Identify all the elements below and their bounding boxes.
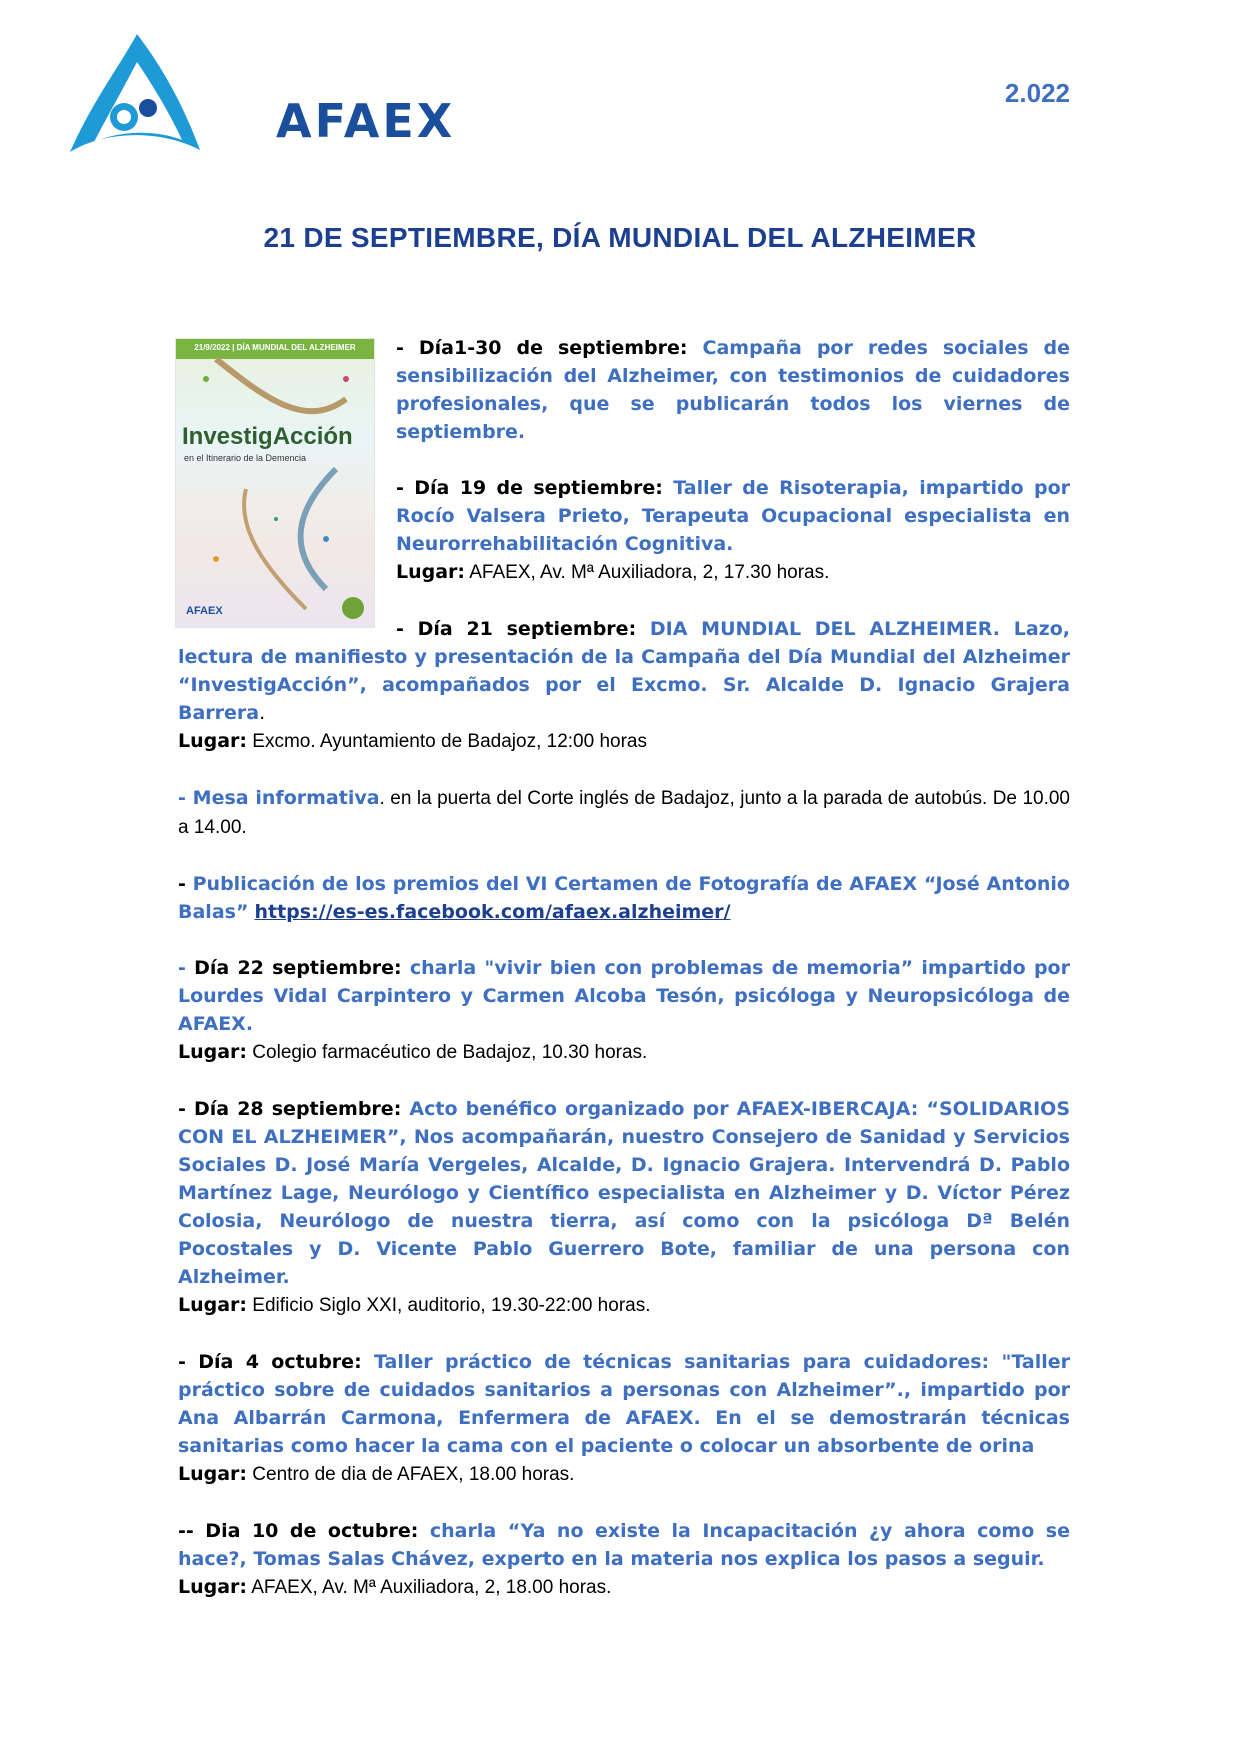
event-dash: -	[178, 873, 193, 895]
event-date: Día 22 septiembre:	[194, 957, 402, 979]
event-description: Taller práctico de técnicas sanitarias para cuidadores: "Taller práctico sobre de cuidados sanitarios a personas con Alzheimer”., impartido por Ana Albarrán Carmona, Enfermera de AFAEX. En el se demostrarán técnicas sanitarias como hacer la cama con el paciente o colocar un absorbente de orina	[178, 1351, 1070, 1457]
poster-band-text: 21/9/2022 | DÍA MUNDIAL DEL ALZHEIMER	[194, 343, 356, 352]
poster-title: InvestigAcción	[182, 423, 353, 450]
event-description: DIA MUNDIAL DEL ALZHEIMER. Lazo, lectura de manifiesto y presentación de la Campaña del Día Mundial del Alzheimer “InvestigAcción”, acompañados por el Excmo. Sr. Alcalde D. Ignacio Grajera Barrera	[178, 618, 1070, 724]
event-dash: -	[178, 957, 195, 979]
event-date: - Día 21 septiembre	[396, 618, 629, 640]
event-item	[396, 474, 1070, 587]
event-place: Colegio farmacéutico de Badajoz, 10.30 horas.	[247, 1042, 648, 1063]
event-description: Publicación de los premios del VI Certamen de Fotografía de AFAEX “José Antonio Balas”	[178, 873, 1070, 923]
facebook-link[interactable]: https://es-es.facebook.com/afaex.alzheimer/	[254, 901, 731, 923]
event-period: .	[259, 702, 266, 724]
event-description: Taller de Risoterapia, impartido por Rocío Valsera Prieto, Terapeuta Ocupacional especialista en Neurorrehabilitación Cognitiva.	[396, 477, 1070, 555]
poster-subtitle: en el Itinerario de la Demencia	[184, 453, 307, 463]
event-date: - Día 28 septiembre	[178, 1098, 394, 1120]
event-item	[178, 615, 1070, 756]
event-description: charla “Ya no existe la Incapacitación ¿y ahora como se hace?, Tomas Salas Chávez, experto en la materia nos explica los pasos a seguir.	[178, 1520, 1070, 1570]
events-list	[178, 334, 1070, 1630]
event-place: Centro de dia de AFAEX, 18.00 horas.	[247, 1464, 575, 1485]
event-sep: :	[679, 337, 703, 359]
page-title: 21 DE SEPTIEMBRE, DÍA MUNDIAL DEL ALZHEIMER	[263, 222, 977, 253]
event-sep: :	[655, 477, 674, 499]
event-place: AFAEX, Av. Mª Auxiliadora, 2, 18.00 horas.	[247, 1577, 612, 1598]
afaex-logo-icon	[62, 32, 212, 172]
event-date: - Día 4 octubre	[178, 1351, 355, 1373]
event-title: - Mesa informativa	[178, 787, 380, 809]
event-item	[178, 1095, 1070, 1320]
event-item	[178, 1348, 1070, 1489]
event-place: Excmo. Ayuntamiento de Badajoz, 12:00 horas	[247, 731, 647, 752]
event-place-label: Lugar:	[178, 730, 248, 752]
event-date: -- Dia 10 de octubre:	[178, 1520, 419, 1542]
event-item	[396, 334, 1070, 446]
event-place: Edificio Siglo XXI, auditorio, 19.30-22:00 horas.	[247, 1295, 651, 1316]
event-item	[178, 954, 1070, 1067]
event-description: charla "vivir bien con problemas de memoria” impartido por Lourdes Vidal Carpintero y Carmen Alcoba Tesón, psicóloga y Neuropsicóloga de AFAEX.	[178, 957, 1070, 1035]
event-date: - Día1-30 de septiembre	[396, 337, 680, 359]
event-item	[178, 870, 1070, 926]
poster-logo: AFAEX	[186, 605, 223, 617]
event-description: . en la puerta del Corte inglés de Badajoz, junto a la parada de autobús. De 10.00 a 14.00.	[178, 788, 1070, 838]
event-place: AFAEX, Av. Mª Auxiliadora, 2, 17.30 horas.	[465, 562, 830, 583]
event-sep: :	[628, 618, 650, 640]
event-item	[178, 784, 1070, 842]
event-sep: :	[354, 1351, 375, 1373]
event-place-label: Lugar:	[178, 1463, 248, 1485]
event-date: - Día 19 de septiembre	[396, 477, 656, 499]
logo-text: AFAEX	[276, 94, 456, 148]
event-place-label: Lugar:	[178, 1294, 248, 1316]
event-place-label: Lugar:	[178, 1576, 248, 1598]
event-sep: :	[393, 1098, 410, 1120]
afaex-logo	[62, 32, 462, 172]
event-item	[178, 1517, 1070, 1602]
event-place-label: Lugar:	[396, 561, 466, 583]
event-place-label: Lugar:	[178, 1041, 248, 1063]
event-description: Acto benéfico organizado por AFAEX-IBERCAJA: “SOLIDARIOS CON EL ALZHEIMER”, Nos acompañarán, nuestro Consejero de Sanidad y Servicios Sociales D. José María Vergeles, Alcalde, D. Ignacio Grajera. Intervendrá D. Pablo Martínez Lage, Neurólogo y Científico especialista en Alzheimer y D. Víctor Pérez Colosia, Neurólogo de nuestra tierra, así como con la psicóloga Dª Belén Pocostales y D. Vicente Pablo Guerrero Bote, familiar de una persona con Alzheimer.	[178, 1098, 1070, 1288]
event-description: Campaña por redes sociales de sensibilización del Alzheimer, con testimonios de cuidadores profesionales, que se publicarán todos los viernes de septiembre.	[396, 337, 1070, 443]
document-year: 2.022	[1004, 78, 1070, 108]
